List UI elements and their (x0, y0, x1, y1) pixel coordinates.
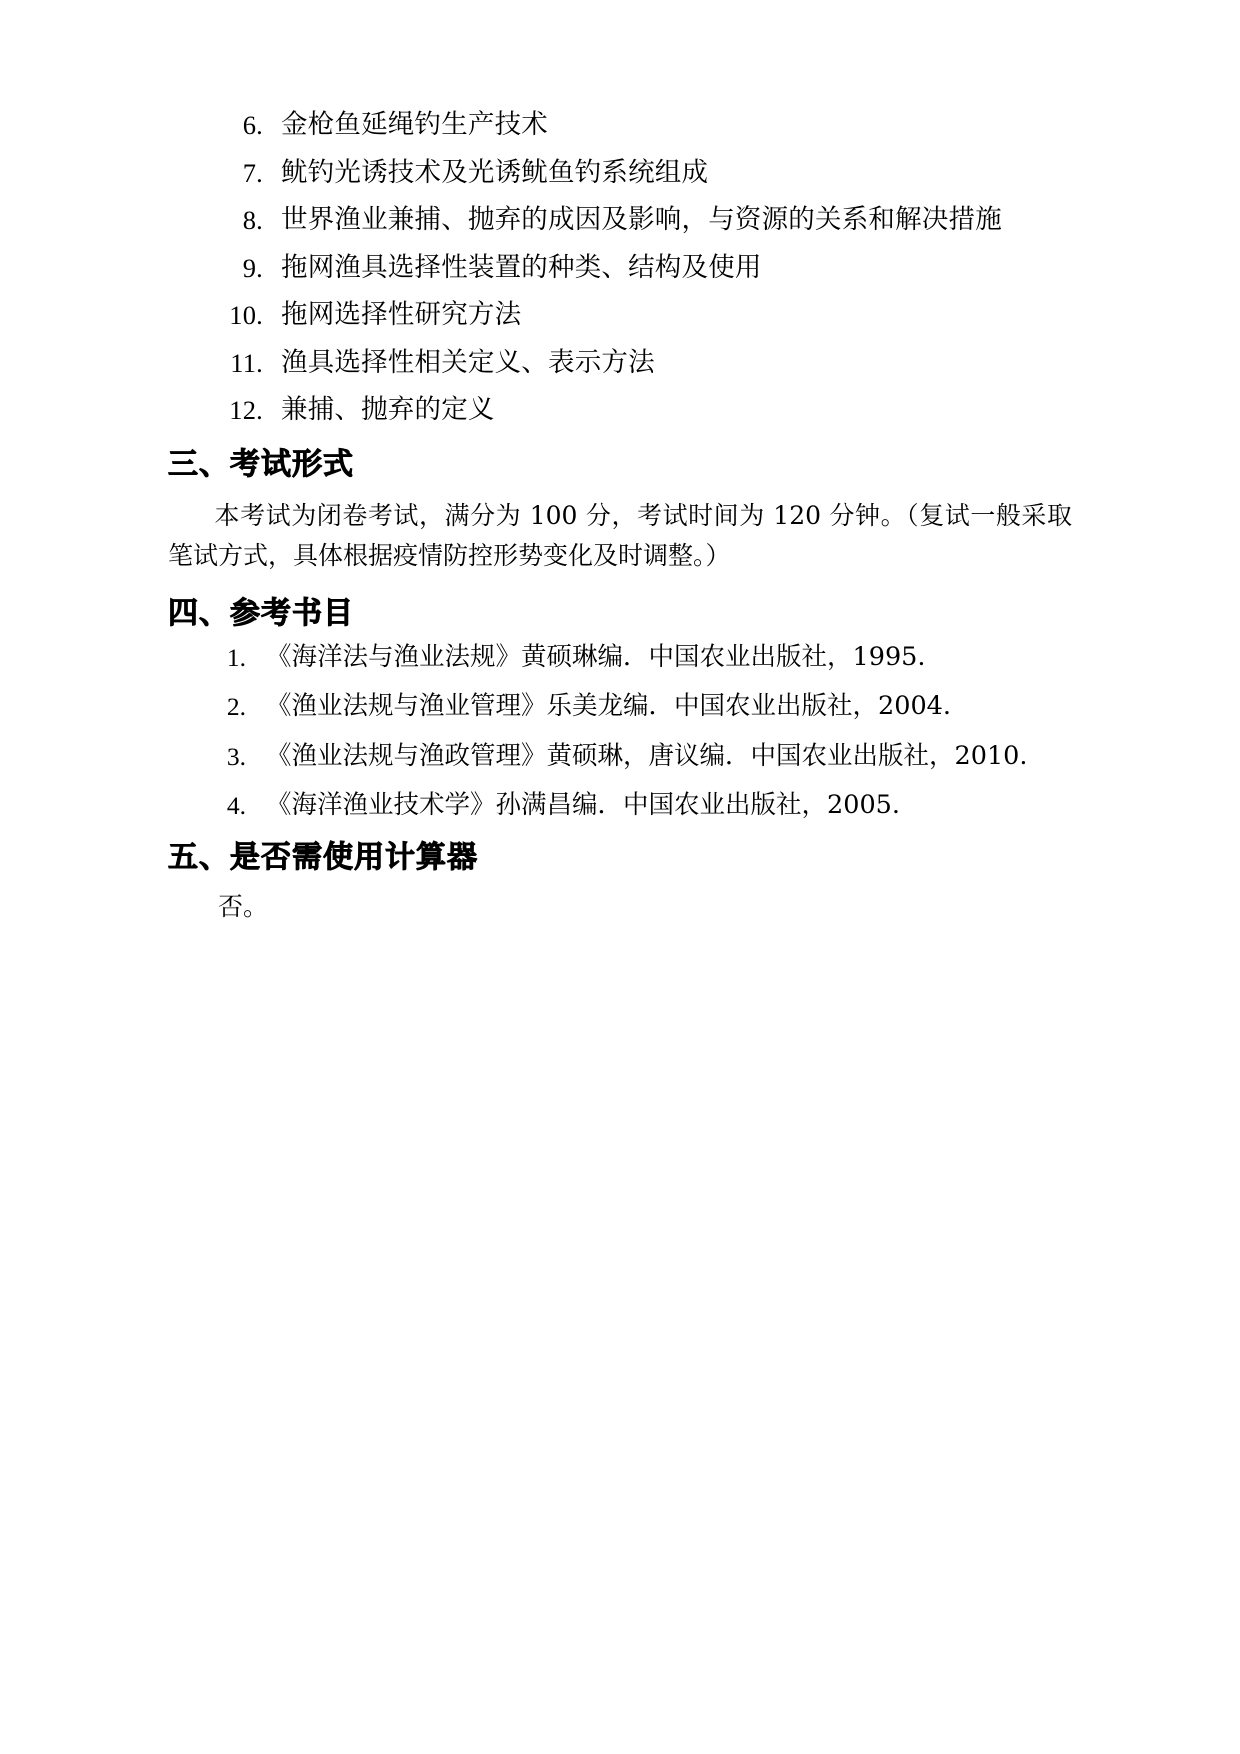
list-item (168, 251, 1072, 283)
list-item (168, 109, 1072, 140)
list-item-number: 8. (242, 205, 263, 235)
list-item (168, 346, 1072, 378)
section-heading-references: 四、参考书目 (168, 595, 354, 631)
calculator-answer-text: 否。 (218, 891, 269, 921)
reference-text: 《海洋渔业技术学》孙满昌编．中国农业出版社，2005. (266, 790, 901, 820)
list-item-text: 拖网选择性研究方法 (281, 299, 522, 330)
list-item (168, 740, 1072, 771)
calculator-answer (168, 889, 1072, 924)
list-item (168, 299, 1072, 330)
reference-text: 《渔业法规与渔业管理》乐美龙编．中国农业出版社，2004. (266, 691, 952, 721)
list-item-number: 10. (229, 300, 263, 330)
list-item (168, 641, 1072, 672)
reference-number: 2. (226, 692, 246, 721)
exam-form-paragraph (168, 496, 1072, 577)
reference-text: 《渔业法规与渔政管理》黄硕琳，唐议编．中国农业出版社，2010. (266, 740, 1028, 771)
list-item-text: 兼捕、抛弃的定义 (281, 394, 495, 425)
list-item-text: 金枪鱼延绳钓生产技术 (281, 109, 548, 140)
reference-number: 1. (226, 642, 246, 672)
reference-number: 3. (226, 741, 246, 771)
list-item-text: 拖网渔具选择性装置的种类、结构及使用 (281, 251, 762, 283)
section-heading-exam-form: 三、考试形式 (168, 446, 354, 482)
reference-list (168, 641, 1072, 820)
reference-text: 《海洋法与渔业法规》黄硕琳编．中国农业出版社，1995. (266, 641, 926, 672)
list-item (168, 790, 1072, 820)
list-item-number: 12. (229, 395, 263, 425)
reference-number: 4. (226, 791, 246, 820)
list-item-number: 7. (242, 157, 263, 188)
list-item-text: 渔具选择性相关定义、表示方法 (281, 346, 655, 378)
list-item (168, 204, 1072, 235)
list-item (168, 156, 1072, 188)
page-content (168, 109, 1072, 924)
list-item-number: 6. (242, 110, 263, 140)
list-item-text: 鱿钓光诱技术及光诱鱿鱼钓系统组成 (281, 156, 709, 188)
list-item-text: 世界渔业兼捕、抛弃的成因及影响，与资源的关系和解决措施 (281, 204, 1002, 235)
exam-form-paragraph-text: 本考试为闭卷考试，满分为 100 分，考试时间为 120 分钟。（复试一般采取笔试方式，具体根据疫情防控形势变化及时调整。） (168, 500, 1072, 570)
list-item-number: 9. (242, 252, 263, 283)
list-item-number: 11. (230, 347, 263, 378)
list-item (168, 691, 1072, 721)
list-item (168, 394, 1072, 425)
outline-list (168, 109, 1072, 425)
section-heading-calculator: 五、是否需使用计算器 (168, 839, 478, 875)
